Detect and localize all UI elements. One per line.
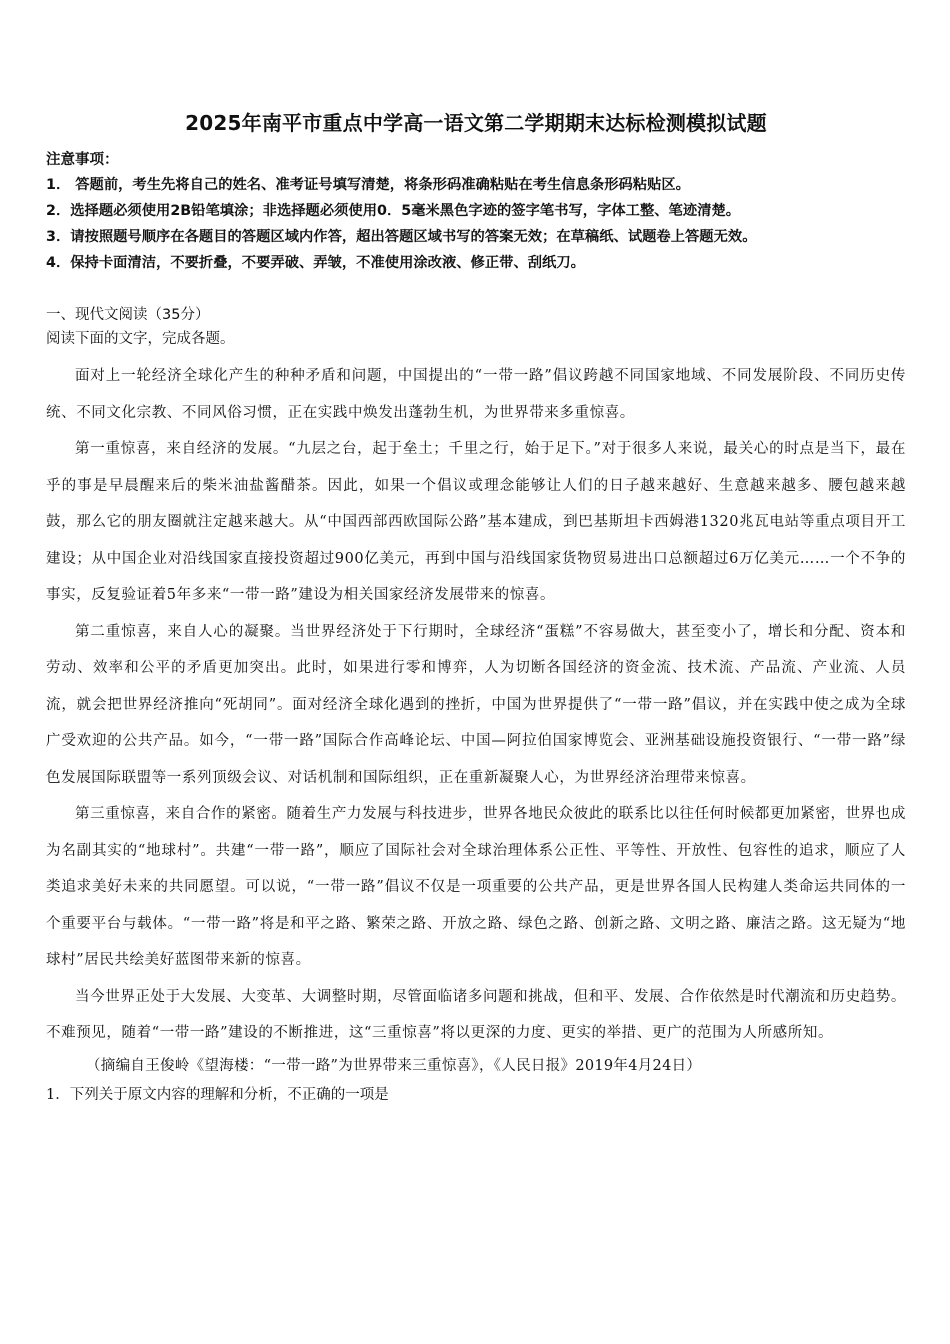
- page-title: 2025年南平市重点中学高一语文第二学期期末达标检测模拟试题: [185, 111, 767, 135]
- passage-paragraph: 第二重惊喜，来自人心的凝聚。当世界经济处于下行期时，全球经济“蛋糕”不容易做大，甚至变小了，增长和分配、资本和劳动、效率和公平的矛盾更加突出。此时，如果进行零和博弈，人为切断各国经济的资金流、技术流、产品流、产业流、人员流，就会把世界经济推向“死胡同”。面对经济全球化遇到的挫折，中国为世界提供了“一带一路”倡议，并在实践中使之成为全球广受欢迎的公共产品。如今，“一带一路”国际合作高峰论坛、中国—阿拉伯国家博览会、亚洲基础设施投资银行、“一带一路”绿色发展国际联盟等一系列顶级会议、对话机制和国际组织，正在重新凝聚人心，为世界经济治理带来惊喜。: [46, 623, 906, 786]
- passage-paragraph: 第一重惊喜，来自经济的发展。“九层之台，起于垒土；千里之行，始于足下。”对于很多人来说，最关心的时点是当下，最在乎的事是早晨醒来后的柴米油盐酱醋茶。因此，如果一个倡议或理念能够让人们的日子越来越好、生意越来越多、腰包越来越鼓，那么它的朋友圈就注定越来越大。从“中国西部西欧国际公路”基本建成，到巴基斯坦卡西姆港1320兆瓦电站等重点项目开工建设；从中国企业对沿线国家直接投资超过900亿美元，再到中国与沿线国家货物贸易进出口总额超过6万亿美元……一个不争的事实，反复验证着5年多来“一带一路”建设为相关国家经济发展带来的惊喜。: [46, 441, 906, 603]
- passage-paragraph: 面对上一轮经济全球化产生的种种矛盾和问题，中国提出的“一带一路”倡议跨越不同国家地域、不同发展阶段、不同历史传统、不同文化宗教、不同风俗习惯，正在实践中焕发出蓬勃生机，为世界带来多重惊喜。: [46, 368, 906, 421]
- notice-block: [46, 148, 906, 276]
- section-heading: 一、现代文阅读（35分）: [46, 307, 210, 323]
- passage-paragraph: 当今世界正处于大发展、大变革、大调整时期，尽管面临诸多问题和挑战，但和平、发展、合作依然是时代潮流和历史趋势。不难预见，随着“一带一路”建设的不断推进，这“三重惊喜”将以更深的力度、更实的举措、更广的范围为人所感所知。: [46, 988, 906, 1041]
- notice-item: 3．请按照题号顺序在各题目的答题区域内作答，超出答题区域书写的答案无效；在草稿纸、试题卷上答题无效。: [46, 229, 757, 245]
- notice-item: 4．保持卡面清洁，不要折叠，不要弄破、弄皱，不准使用涂改液、修正带、刮纸刀。: [46, 255, 585, 271]
- notice-heading: 注意事项：: [46, 152, 119, 168]
- question-1: 1．下列关于原文内容的理解和分析，不正确的一项是: [46, 1086, 389, 1103]
- notice-item: 1． 答题前，考生先将自己的姓名、准考证号填写清楚，将条形码准确粘贴在考生信息条形码粘贴区。: [46, 177, 690, 193]
- exam-page: [46, 108, 906, 1110]
- notice-item: 2．选择题必须使用2B铅笔填涂；非选择题必须使用0．5毫米黑色字迹的签字笔书写，字体工整、笔迹清楚。: [46, 203, 741, 219]
- notice-list: [46, 172, 906, 276]
- section-instruction: 阅读下面的文字，完成各题。: [46, 331, 235, 347]
- passage-paragraph: 第三重惊喜，来自合作的紧密。随着生产力发展与科技进步，世界各地民众彼此的联系比以往任何时候都更加紧密，世界也成为名副其实的“地球村”。共建“一带一路”，顺应了国际社会对全球治理体系公正性、平等性、开放性、包容性的追求，顺应了人类追求美好未来的共同愿望。可以说，“一带一路”倡议不仅是一项重要的公共产品，更是世界各国人民构建人类命运共同体的一个重要平台与载体。“一带一路”将是和平之路、繁荣之路、开放之路、绿色之路、创新之路、文明之路、廉洁之路。这无疑为“地球村”居民共绘美好蓝图带来新的惊喜。: [46, 806, 906, 968]
- source-citation: （摘编自王俊岭《望海楼：“一带一路”为世界带来三重惊喜》，《人民日报》2019年4月24日）: [86, 1057, 702, 1074]
- reading-passage: [46, 358, 906, 1052]
